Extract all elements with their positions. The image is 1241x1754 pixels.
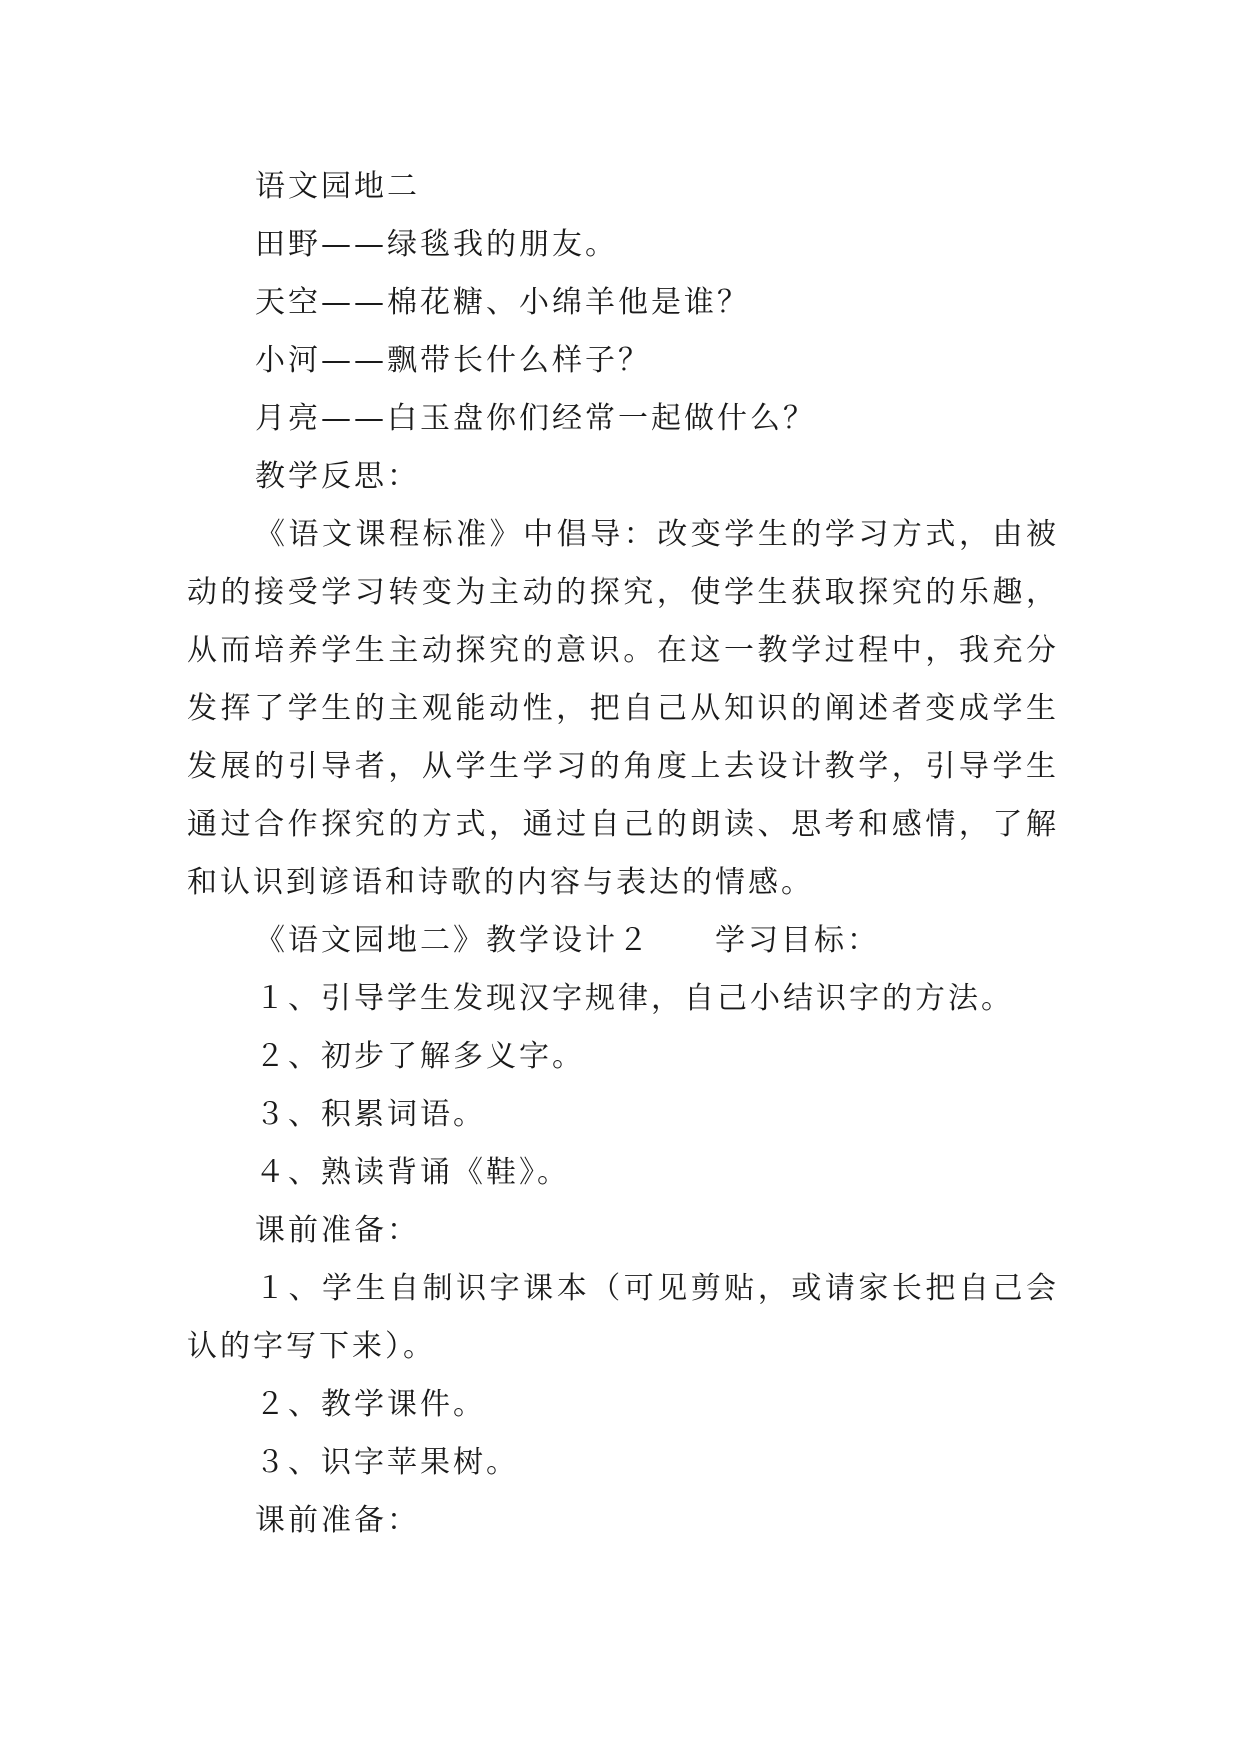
section-heading: 语文园地二	[255, 169, 420, 204]
prep-list	[187, 1260, 1059, 1492]
list-item-continuation: 认的字写下来）。	[187, 1329, 436, 1364]
paragraph-line: 发挥了学生的主观能动性，把自己从知识的阐述者变成学生	[187, 691, 1059, 726]
text-line: 小河——飘带长什么样子？	[255, 343, 651, 378]
list-item: ４、熟读背诵《鞋》。	[255, 1155, 570, 1190]
list-item: ２、教学课件。	[255, 1387, 486, 1422]
design-title: 《语文园地二》教学设计２	[255, 923, 651, 958]
objectives-list	[187, 970, 1059, 1202]
paragraph-line: 《语文课程标准》中倡导：改变学生的学习方式，由被	[255, 517, 1059, 552]
text-line: 田野——绿毯我的朋友。	[255, 227, 618, 262]
list-item: ３、识字苹果树。	[255, 1445, 519, 1480]
prep-heading-2: 课前准备：	[255, 1503, 420, 1538]
text-line: 天空——棉花糖、小绵羊他是谁？	[255, 285, 750, 320]
list-item: １、引导学生发现汉字规律，自己小结识字的方法。	[255, 981, 1014, 1016]
paragraph-line: 从而培养学生主动探究的意识。在这一教学过程中，我充分	[187, 633, 1059, 668]
list-item: ３、积累词语。	[255, 1097, 486, 1132]
list-item: ２、初步了解多义字。	[255, 1039, 585, 1074]
paragraph-line: 发展的引导者，从学生学习的角度上去设计教学，引导学生	[187, 749, 1059, 784]
reflection-heading: 教学反思：	[255, 459, 420, 494]
reflection-paragraph	[187, 506, 1059, 912]
objectives-label: 学习目标：	[715, 923, 880, 958]
design-title-line	[187, 912, 1059, 970]
text-line: 月亮——白玉盘你们经常一起做什么？	[255, 401, 816, 436]
document-body	[187, 158, 1059, 1550]
list-item: １、学生自制识字课本（可见剪贴，或请家长把自己会	[255, 1271, 1059, 1306]
paragraph-line: 动的接受学习转变为主动的探究，使学生获取探究的乐趣，	[187, 575, 1059, 610]
prep-heading: 课前准备：	[255, 1213, 420, 1248]
paragraph-line: 通过合作探究的方式，通过自己的朗读、思考和感情，了解	[187, 807, 1059, 842]
paragraph-line: 和认识到谚语和诗歌的内容与表达的情感。	[187, 865, 814, 900]
